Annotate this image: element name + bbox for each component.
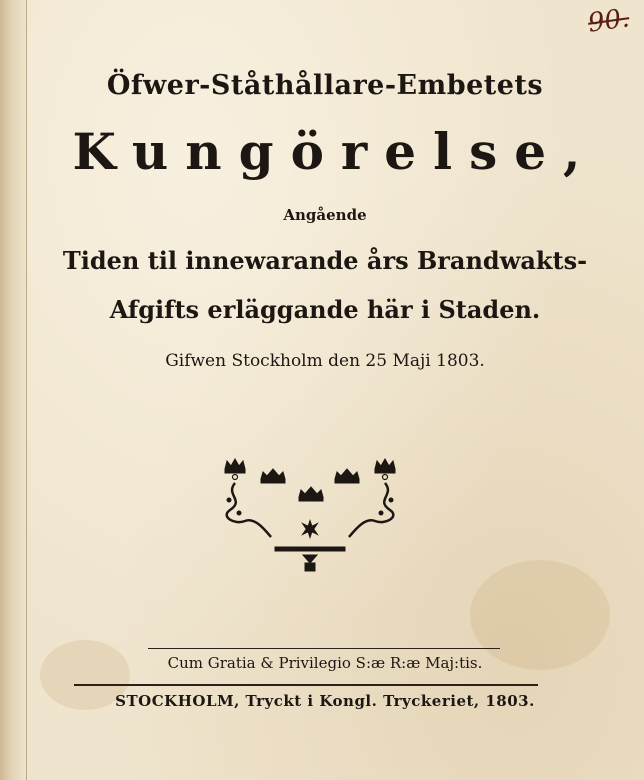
subtitle-concerning: Angående [283,206,367,224]
page-spine-edge [0,0,27,780]
crown-icon [375,459,395,480]
subtitle-line-3: Afgifts erläggande här i Staden. [109,295,541,324]
handwritten-number: 90. [586,3,632,39]
date-line: Gifwen Stockholm den 25 Maji 1803. [165,351,485,371]
top-rule [148,648,500,649]
privilege-line: Cum Gratia & Privilegio S:æ R:æ Maj:tis. [167,654,483,672]
heading-line-1: Öfwer-Ståthållare-Embetets [106,70,544,101]
heading-title: Kungörelse, [72,122,598,181]
rosette-icon [302,520,318,538]
imprint-rule [74,684,538,686]
crowns-ornament [215,455,405,585]
crown-icon [299,487,323,501]
crown-icon [225,459,245,480]
subtitle-line-2: Tiden til innewarande års Brandwakts- [62,246,588,275]
crown-icon [335,469,359,483]
crown-icon [261,469,285,483]
printer-imprint: STOCKHOLM, Tryckt i Kongl. Tryckeriet, 1803. [115,692,535,710]
